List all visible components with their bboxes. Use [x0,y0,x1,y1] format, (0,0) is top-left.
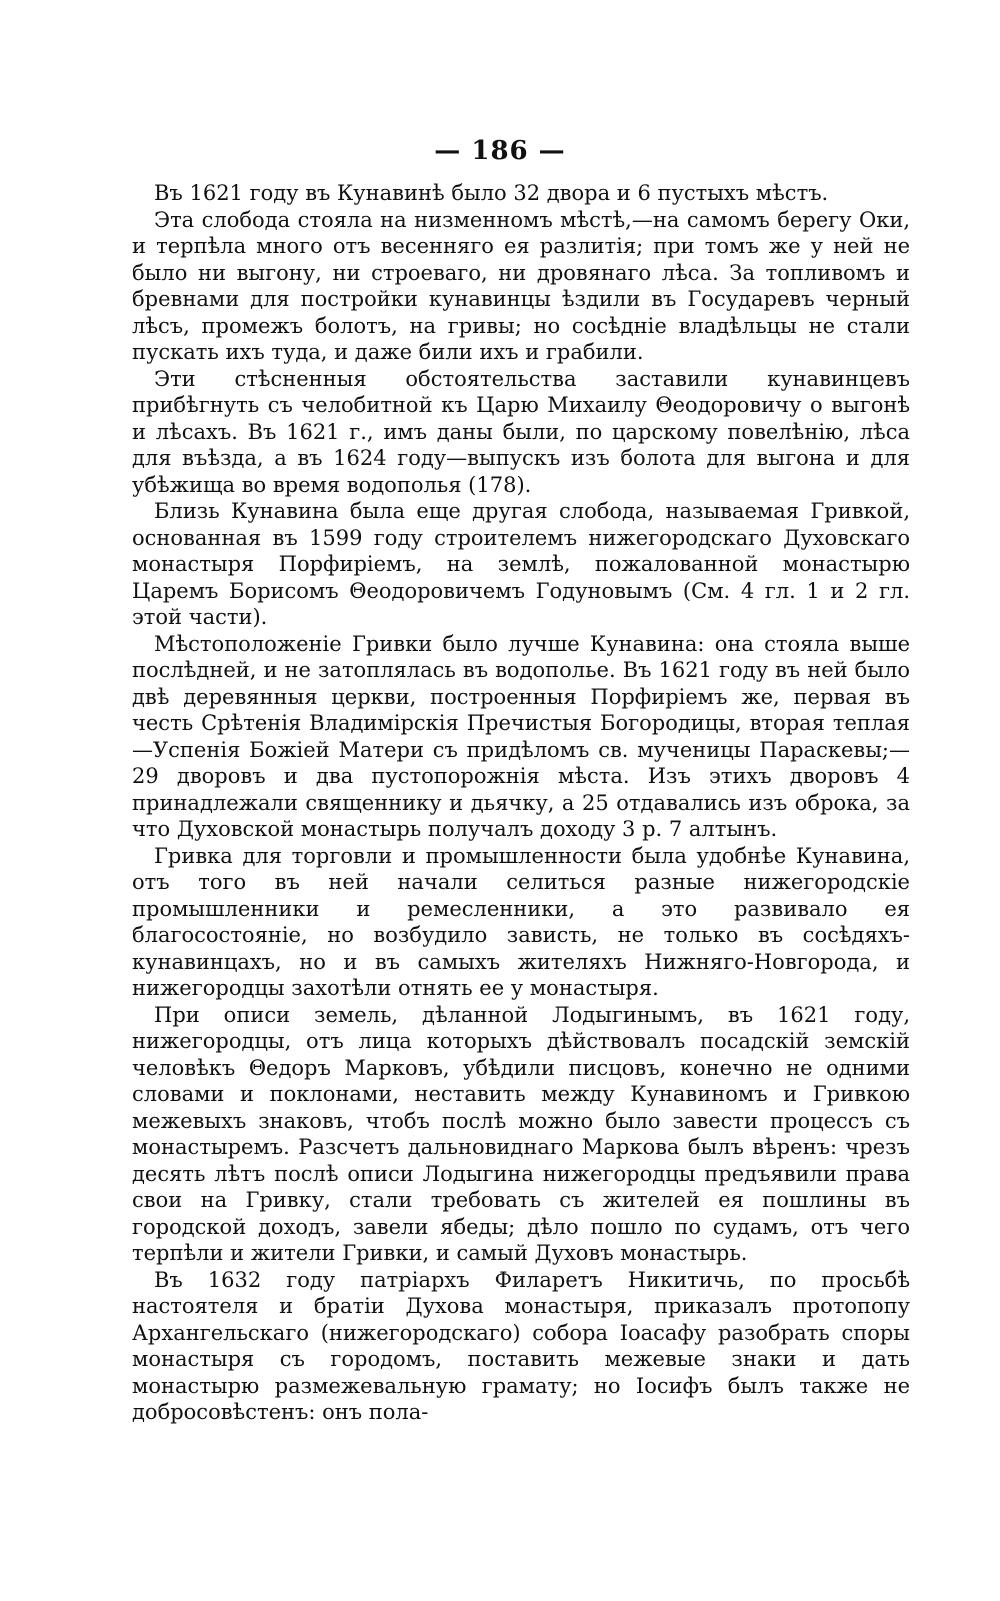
paragraph-2: Эта слобода стояла на низменномъ мѣстѣ,—на самомъ берегу Оки, и терпѣла много отъ весенняго ея разлитія; при томъ же у ней не было ни выгону, ни строеваго, ни дровянаго лѣса. За топливомъ и бревнами для постройки кунавинцы ѣздили въ Государевъ черный лѣсъ, промежъ болотъ, на гривы; но сосѣдніе владѣльцы не стали пускать ихъ туда, и даже били ихъ и грабили. [132,207,910,364]
paragraph-8: Въ 1632 году патріархъ Филаретъ Никитичь, по просьбѣ настоятеля и братіи Духова монастыря, приказалъ протопопу Архангельскаго (нижегородскаго) собора Іоасафу разобрать споры монастыря съ городомъ, поставить межевые знаки и дать монастырю размежевальную грамату; но Іосифъ былъ также не добросовѣстенъ: онъ пола- [132,1267,910,1424]
paragraph-6: Гривка для торговли и промышленности была удобнѣе Кунавина, отъ того въ ней начали селиться разные нижегородскіе промышленники и ремесленники, а это развивало ея благосостояніе, но возбудило зависть, не только въ сосѣдяхъ-кунавинцахъ, но и въ самыхъ жителяхъ Нижняго-Новгорода, и нижегородцы захотѣли отнять ее у монастыря. [132,843,910,1000]
paragraph-1: Въ 1621 году въ Кунавинѣ было 32 двора и 6 пустыхъ мѣстъ. [154,181,829,205]
paragraph-3: Эти стѣсненныя обстоятельства заставили кунавинцевъ прибѣгнуть съ челобитной къ Царю Михаилу Θеодоровичу о выгонѣ и лѣсахъ. Въ 1621 г., имъ даны были, по царскому повелѣнію, лѣса для въѣзда, а въ 1624 году—выпускъ изъ болота для выгона и для убѣжища во время водополья (178). [132,366,910,497]
body-text [132,180,910,1426]
paragraph-4: Близь Кунавина была еще другая слобода, называемая Гривкой, основанная въ 1599 году строителемъ нижегородскаго Духовскаго монастыря Порфиріемъ, на землѣ, пожалованной монастырю Царемъ Борисомъ Θеодоровичемъ Годуновымъ (См. 4 гл. 1 и 2 гл. этой части). [132,499,910,629]
paragraph-7: При описи земель, дѣланной Лодыгинымъ, въ 1621 году, нижегородцы, отъ лица которыхъ дѣйствовалъ посадскій земскій человѣкъ Θедоръ Марковъ, убѣдили писцовъ, конечно не одними словами и поклонами, неставить между Кунавиномъ и Гривкою межевыхъ знаковъ, чтобъ послѣ можно было завести процессъ съ монастыремъ. Разсчетъ дальновиднаго Маркова былъ вѣренъ: чрезъ десять лѣтъ послѣ описи Лодыгина нижегородцы предъявили права свои на Гривку, стали требовать съ жителей ея пошлины въ городской доходъ, завели ябеды; дѣло пошло по судамъ, отъ чего терпѣли и жители Гривки, и самый Духовъ монастырь. [132,1002,910,1265]
page-number: — 186 — [434,136,566,166]
paragraph-5: Мѣстоположеніе Гривки было лучше Кунавина: она стояла выше послѣдней, и не затоплялась въ водополье. Въ 1621 году въ ней было двѣ деревянныя церкви, построенныя Порфиріемъ же, первая въ честь Срѣтенія Владимірскія Пречистыя Богородицы, вторая теплая—Успенія Божіей Матери съ придѣломъ св. мученицы Параскевы;—29 дворовъ и два пустопорожнія мѣста. Изъ этихъ дворовъ 4 принадлежали священнику и дьячку, а 25 отдавались изъ оброка, за что Духовской монастырь получалъ доходу 3 р. 7 алтынъ. [132,631,910,841]
